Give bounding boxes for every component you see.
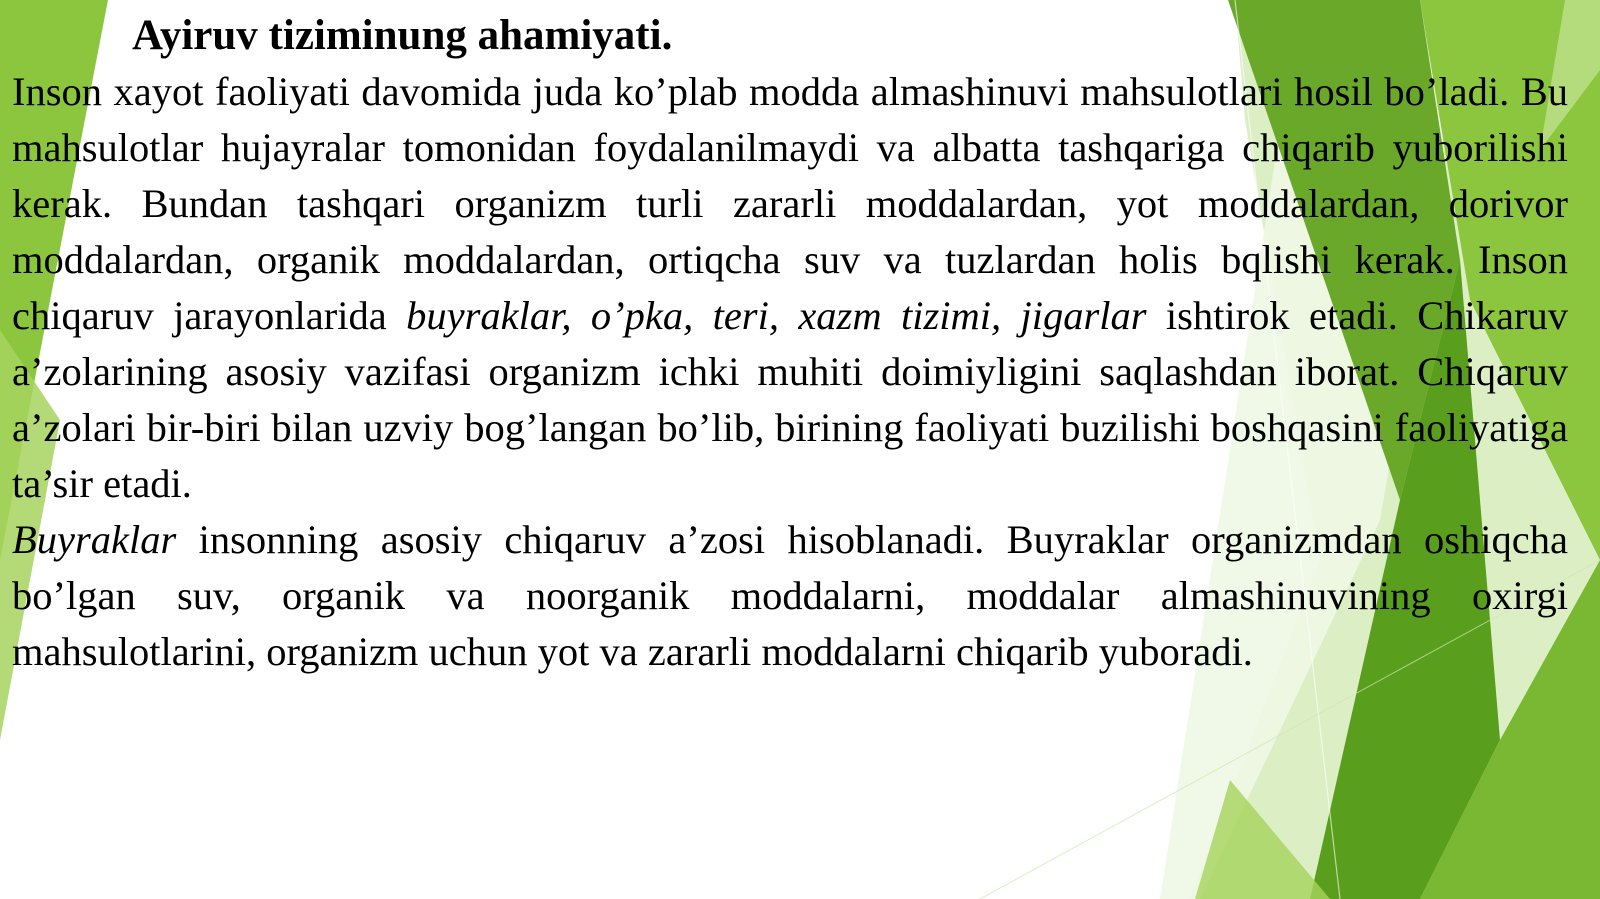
paragraph-1-text-end: ishtirok etadi. Chikaruv a’zolarining asosiy vazifasi organizm ichki muhiti doimiyligini saqlashdan iborat. Chiqaruv a’zolari bir-biri bilan uzviy bog’langan bo’lib, birining faoliyati buzilishi boshqasini faoliyatiga ta’sir etadi. bbox=[12, 293, 1568, 506]
paragraph-2 bbox=[12, 512, 1568, 680]
slide-title: Ayiruv tiziminung ahamiyati. bbox=[132, 12, 673, 59]
paragraph-2-text: insonning asosiy chiqaruv a’zosi hisoblanadi. Buyraklar organizmdan oshiqcha bo’lgan suv, organik va noorganik moddalarni, moddalar almashinuvining oxirgi mahsulotlarini, organizm uchun yot va zararli moddalarni chiqarib yuboradi. bbox=[12, 517, 1568, 674]
paragraph-1-italic-organs: buyraklar, o’pka, teri, xazm tizimi, jigarlar bbox=[406, 293, 1147, 338]
paragraph-1-text-start: Inson xayot faoliyati davomida juda ko’plab modda almashinuvi mahsulotlari hosil bo’ladi. Bu mahsulotlar hujayralar tomonidan foydalanilmaydi va albatta tashqariga chiqarib yuborilishi kerak. Bundan tashqari organizm turli zararli moddalardan, yot moddalardan, dorivor moddalardan, organik moddalardan, ortiqcha suv va tuzlardan holis bqlishi kerak. Inson chiqaruv jarayonlarida bbox=[12, 69, 1568, 338]
paragraph-1 bbox=[12, 64, 1568, 512]
slide-content bbox=[12, 8, 1568, 680]
paragraph-2-italic-kidneys: Buyraklar bbox=[12, 517, 177, 562]
